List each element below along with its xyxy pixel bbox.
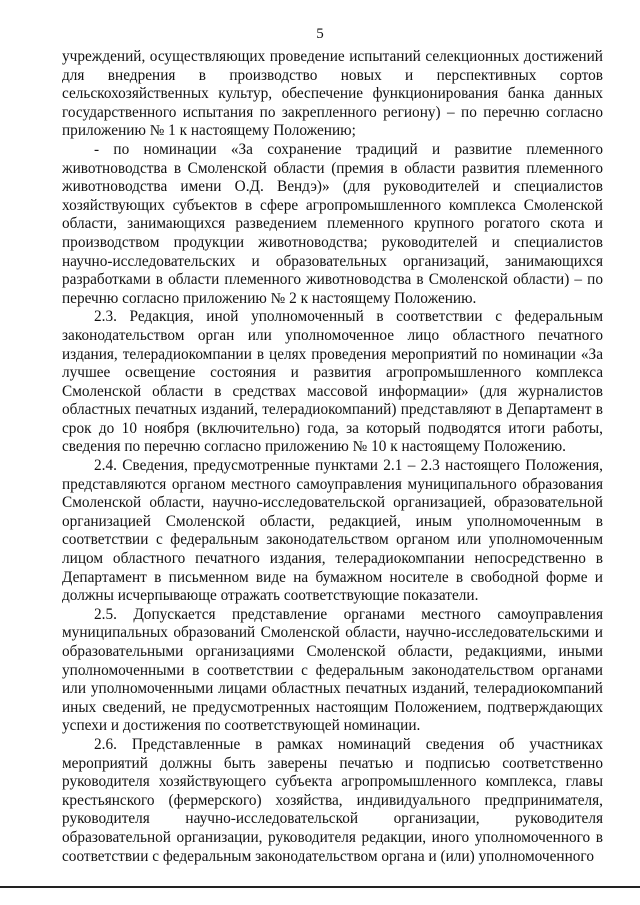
paragraph-1-continuation: учреждений, осуществляющих проведение испытаний селекционных достижений для внедрения в производство новых и перспективных сортов сельскохозяйственных культур, обеспечение функционирования банка данных государственного испытания по закрепленного региону) – по перечню согласно приложению № 1 к настоящему Положению;	[62, 48, 603, 140]
paragraph-2-5: 2.5. Допускается представление органами местного самоуправления муниципальных образований Смоленской области, научно-исследовательскими и образовательными организациями Смоленской области, редакциями, иными уполномоченными в соответствии с федеральным законодательством органами или уполномоченными лицами областных печатных изданий, телерадиокомпаний иных сведений, не предусмотренных настоящим Положением, подтверждающих успехи и достижения по соответствующей номинации.	[62, 605, 603, 735]
paragraph-nomination-breeding: - по номинации «За сохранение традиций и развитие племенного животноводства в Смоленской области (премия в области развития племенного животноводства имени О.Д. Вендэ)» (для руководителей и специалистов хозяйствующих субъектов в сфере агропромышленного комплекса Смоленской области, занимающихся разведением племенного крупного рогатого скота и производством продукции животноводства; руководителей и специалистов научно-исследовательских и образовательных организаций, занимающихся разработками в области племенного животноводства в Смоленской области) – по перечню согласно приложению № 2 к настоящему Положению.	[62, 140, 603, 307]
paragraph-2-3: 2.3. Редакция, иной уполномоченный в соответствии с федеральным законодательством орган или уполномоченное лицо областного печатного издания, телерадиокомпании в целях проведения мероприятий по номинации «За лучшее освещение состояния и развития агропромышленного комплекса Смоленской области в средствах массовой информации» (для журналистов областных печатных изданий, телерадиокомпаний) представляют в Департамент в срок до 10 ноября (включительно) года, за который подводятся итоги работы, сведения по перечню согласно приложению № 10 к настоящему Положению.	[62, 308, 603, 456]
page-bottom-divider	[0, 886, 640, 888]
paragraph-2-4: 2.4. Сведения, предусмотренные пунктами 2.1 – 2.3 настоящего Положения, представляются органом местного самоуправления муниципального образования Смоленской области, научно-исследовательской организацией, образовательной организацией Смоленской области, редакцией, иным уполномоченным в соответствии с федеральным законодательством органом или уполномоченным лицом областного печатного издания, телерадиокомпании непосредственно в Департамент в письменном виде на бумажном носителе в свободной форме и должны исчерпывающе отражать соответствующие показатели.	[62, 457, 603, 605]
document-body	[62, 48, 603, 866]
paragraph-2-6: 2.6. Представленные в рамках номинаций сведения об участниках мероприятий должны быть заверены печатью и подписью соответственно руководителя хозяйствующего субъекта агропромышленного комплекса, главы крестьянского (фермерского) хозяйства, индивидуального предпринимателя, руководителя научно-исследовательской организации, руководителя образовательной организации, руководителя редакции, иного уполномоченного в соответствии с федеральным законодательством органа и (или) уполномоченного	[62, 735, 603, 865]
page-number: 5	[316, 26, 324, 42]
